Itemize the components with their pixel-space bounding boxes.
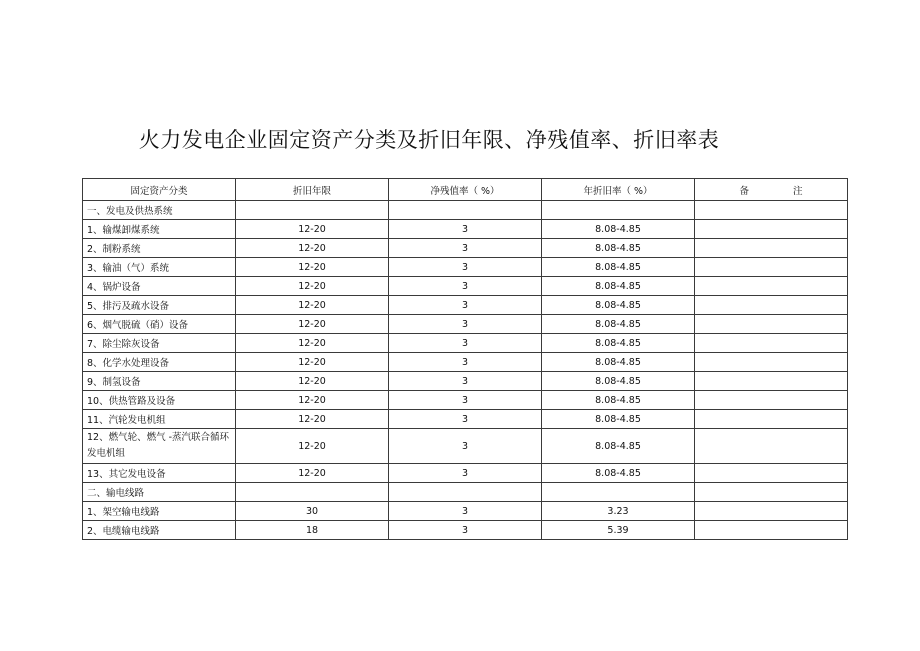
table-header-row [83,179,848,201]
cell-residual-rate: 3 [389,391,542,410]
cell-asset-class: 3、输油（气）系统 [83,258,236,277]
cell-asset-class: 5、排污及疏水设备 [83,296,236,315]
cell-notes [695,239,848,258]
cell-residual-rate: 3 [389,258,542,277]
cell-depreciation-years: 18 [236,521,389,540]
cell-depreciation-years: 12-20 [236,391,389,410]
cell-annual-rate [542,483,695,502]
cell-notes [695,353,848,372]
cell-residual-rate: 3 [389,372,542,391]
table-row [83,502,848,521]
table-row [83,220,848,239]
cell-annual-rate: 8.08-4.85 [542,277,695,296]
header-notes-part-2: 注 [793,185,803,197]
cell-annual-rate: 3.23 [542,502,695,521]
cell-annual-rate: 8.08-4.85 [542,220,695,239]
cell-depreciation-years: 12-20 [236,353,389,372]
cell-residual-rate: 3 [389,239,542,258]
cell-asset-class: 11、汽轮发电机组 [83,410,236,429]
cell-residual-rate: 3 [389,296,542,315]
cell-annual-rate [542,201,695,220]
page-title: 火力发电企业固定资产分类及折旧年限、净残值率、折旧率表 [138,128,720,152]
table-row [83,464,848,483]
cell-depreciation-years: 12-20 [236,334,389,353]
cell-asset-class: 2、电缆输电线路 [83,521,236,540]
cell-notes [695,258,848,277]
table-row [83,315,848,334]
cell-depreciation-years: 12-20 [236,429,389,464]
cell-asset-class: 9、制氢设备 [83,372,236,391]
table-row [83,372,848,391]
cell-residual-rate: 3 [389,353,542,372]
cell-asset-class: 8、化学水处理设备 [83,353,236,372]
cell-asset-class: 13、其它发电设备 [83,464,236,483]
cell-annual-rate: 8.08-4.85 [542,353,695,372]
cell-asset-class: 二、输电线路 [83,483,236,502]
table-row [83,277,848,296]
cell-depreciation-years: 12-20 [236,464,389,483]
cell-notes [695,372,848,391]
cell-notes [695,277,848,296]
table-row [83,429,848,464]
cell-notes [695,334,848,353]
cell-annual-rate: 8.08-4.85 [542,391,695,410]
cell-residual-rate: 3 [389,502,542,521]
cell-annual-rate: 8.08-4.85 [542,315,695,334]
table-row [83,296,848,315]
header-residual-rate: 净残值率（ %） [389,179,542,201]
depreciation-table [82,178,848,540]
cell-residual-rate: 3 [389,334,542,353]
cell-notes [695,410,848,429]
table-row [83,353,848,372]
cell-notes [695,315,848,334]
cell-depreciation-years: 12-20 [236,277,389,296]
cell-asset-class: 2、制粉系统 [83,239,236,258]
cell-asset-class: 一、发电及供热系统 [83,201,236,220]
cell-notes [695,483,848,502]
cell-notes [695,464,848,483]
cell-asset-class: 4、锅炉设备 [83,277,236,296]
cell-annual-rate: 8.08-4.85 [542,239,695,258]
cell-annual-rate: 5.39 [542,521,695,540]
cell-annual-rate: 8.08-4.85 [542,258,695,277]
cell-annual-rate: 8.08-4.85 [542,372,695,391]
cell-notes [695,296,848,315]
cell-annual-rate: 8.08-4.85 [542,334,695,353]
cell-annual-rate: 8.08-4.85 [542,296,695,315]
cell-depreciation-years: 12-20 [236,410,389,429]
cell-asset-class: 6、烟气脱硫（硝）设备 [83,315,236,334]
table-row [83,521,848,540]
cell-notes [695,220,848,239]
header-asset-class: 固定资产分类 [83,179,236,201]
header-notes-part-1: 备 [739,185,749,197]
table-row [83,334,848,353]
cell-residual-rate: 3 [389,277,542,296]
cell-depreciation-years [236,483,389,502]
cell-depreciation-years: 12-20 [236,372,389,391]
table-row [83,483,848,502]
header-annual-rate: 年折旧率（ %） [542,179,695,201]
table-row [83,239,848,258]
cell-asset-class: 10、供热管路及设备 [83,391,236,410]
cell-notes [695,201,848,220]
cell-residual-rate [389,483,542,502]
cell-notes [695,521,848,540]
cell-depreciation-years: 12-20 [236,258,389,277]
header-depreciation-years: 折旧年限 [236,179,389,201]
cell-asset-class: 1、架空输电线路 [83,502,236,521]
cell-residual-rate [389,201,542,220]
table-row [83,201,848,220]
cell-annual-rate: 8.08-4.85 [542,464,695,483]
cell-depreciation-years: 30 [236,502,389,521]
cell-residual-rate: 3 [389,464,542,483]
cell-annual-rate: 8.08-4.85 [542,429,695,464]
table-row [83,258,848,277]
cell-residual-rate: 3 [389,429,542,464]
table-row [83,410,848,429]
cell-asset-class: 1、输煤卸煤系统 [83,220,236,239]
cell-residual-rate: 3 [389,220,542,239]
cell-notes [695,429,848,464]
cell-annual-rate: 8.08-4.85 [542,410,695,429]
cell-depreciation-years [236,201,389,220]
cell-depreciation-years: 12-20 [236,296,389,315]
cell-depreciation-years: 12-20 [236,239,389,258]
table-row [83,391,848,410]
cell-notes [695,502,848,521]
header-notes [695,179,848,201]
cell-residual-rate: 3 [389,521,542,540]
cell-notes [695,391,848,410]
cell-depreciation-years: 12-20 [236,220,389,239]
cell-residual-rate: 3 [389,410,542,429]
cell-residual-rate: 3 [389,315,542,334]
cell-asset-class: 12、燃气轮、燃气 -蒸汽联合循环发电机组 [83,429,236,464]
cell-asset-class: 7、除尘除灰设备 [83,334,236,353]
table-body [83,201,848,540]
cell-depreciation-years: 12-20 [236,315,389,334]
